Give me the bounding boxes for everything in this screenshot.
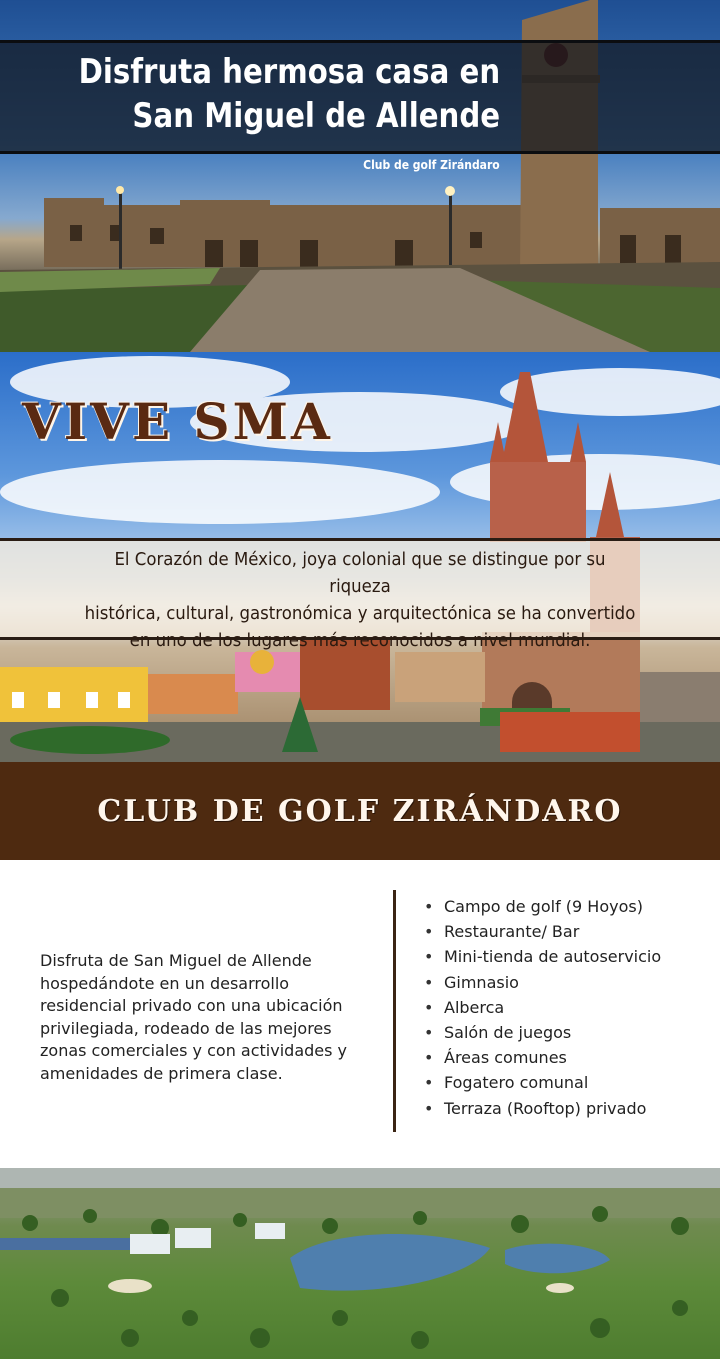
amenity-label: Restaurante/ Bar — [444, 922, 580, 942]
amenity-label: Salón de juegos — [444, 1023, 572, 1043]
amenity-item — [424, 1020, 661, 1045]
amenity-item — [424, 919, 661, 944]
bullet-icon: • — [424, 1098, 434, 1118]
hero-title-line1: Disfruta hermosa casa en — [78, 52, 500, 92]
hero-title — [78, 50, 500, 138]
amenity-label: Alberca — [444, 997, 505, 1017]
amenities-list — [424, 894, 661, 1121]
amenity-item — [424, 995, 661, 1020]
bullet-icon: • — [424, 1073, 434, 1093]
bullet-icon: • — [424, 972, 434, 992]
amenity-label: Fogatero comunal — [444, 1073, 589, 1093]
hero-section — [0, 0, 720, 352]
amenity-label: Campo de golf (9 Hoyos) — [444, 897, 643, 916]
golf-course-aerial-illustration — [0, 1168, 720, 1359]
vive-sma-logo: VIVE SMA — [22, 392, 333, 451]
amenity-item — [424, 1045, 661, 1070]
amenity-item — [424, 944, 661, 969]
bullet-icon: • — [424, 947, 434, 967]
club-info-section — [0, 860, 720, 1170]
club-title: CLUB DE GOLF ZIRÁNDARO — [97, 793, 623, 829]
amenity-label: Terraza (Rooftop) privado — [444, 1098, 647, 1118]
amenity-label: Gimnasio — [444, 972, 519, 992]
club-description: Disfruta de San Miguel de Allende hospedándote en un desarrollo residencial privado con una ubicación privilegiada, rodeado de las mejores zonas comerciales y con actividades y amenidades de primera clase. — [40, 951, 348, 1083]
vive-sma-section — [0, 352, 720, 762]
golf-course-aerial-section — [0, 1168, 720, 1359]
amenity-item — [424, 894, 661, 919]
amenity-item — [424, 970, 661, 995]
bullet-icon: • — [424, 1048, 434, 1068]
intro-paragraph-line2: histórica, cultural, gastronómica y arquitectónica se ha convertido — [84, 603, 636, 624]
amenity-item — [424, 1070, 661, 1095]
hero-subtitle: Club de golf Zirándaro — [363, 158, 500, 172]
amenity-label: Áreas comunes — [444, 1048, 567, 1068]
club-title-band — [0, 762, 720, 860]
bullet-icon: • — [424, 997, 434, 1017]
vertical-divider — [393, 890, 396, 1132]
hero-title-line2: San Miguel de Allende — [132, 96, 500, 136]
intro-paragraph-line1: El Corazón de México, joya colonial que se distingue por su riqueza — [114, 549, 606, 597]
bullet-icon: • — [424, 897, 434, 916]
bullet-icon: • — [424, 1023, 434, 1043]
intro-paragraph — [84, 546, 636, 654]
amenity-item — [424, 1096, 661, 1121]
amenity-label: Mini-tienda de autoservicio — [444, 947, 662, 967]
bullet-icon: • — [424, 922, 434, 942]
intro-paragraph-line3: en uno de los lugares más reconocidos a nivel mundial. — [129, 630, 591, 651]
